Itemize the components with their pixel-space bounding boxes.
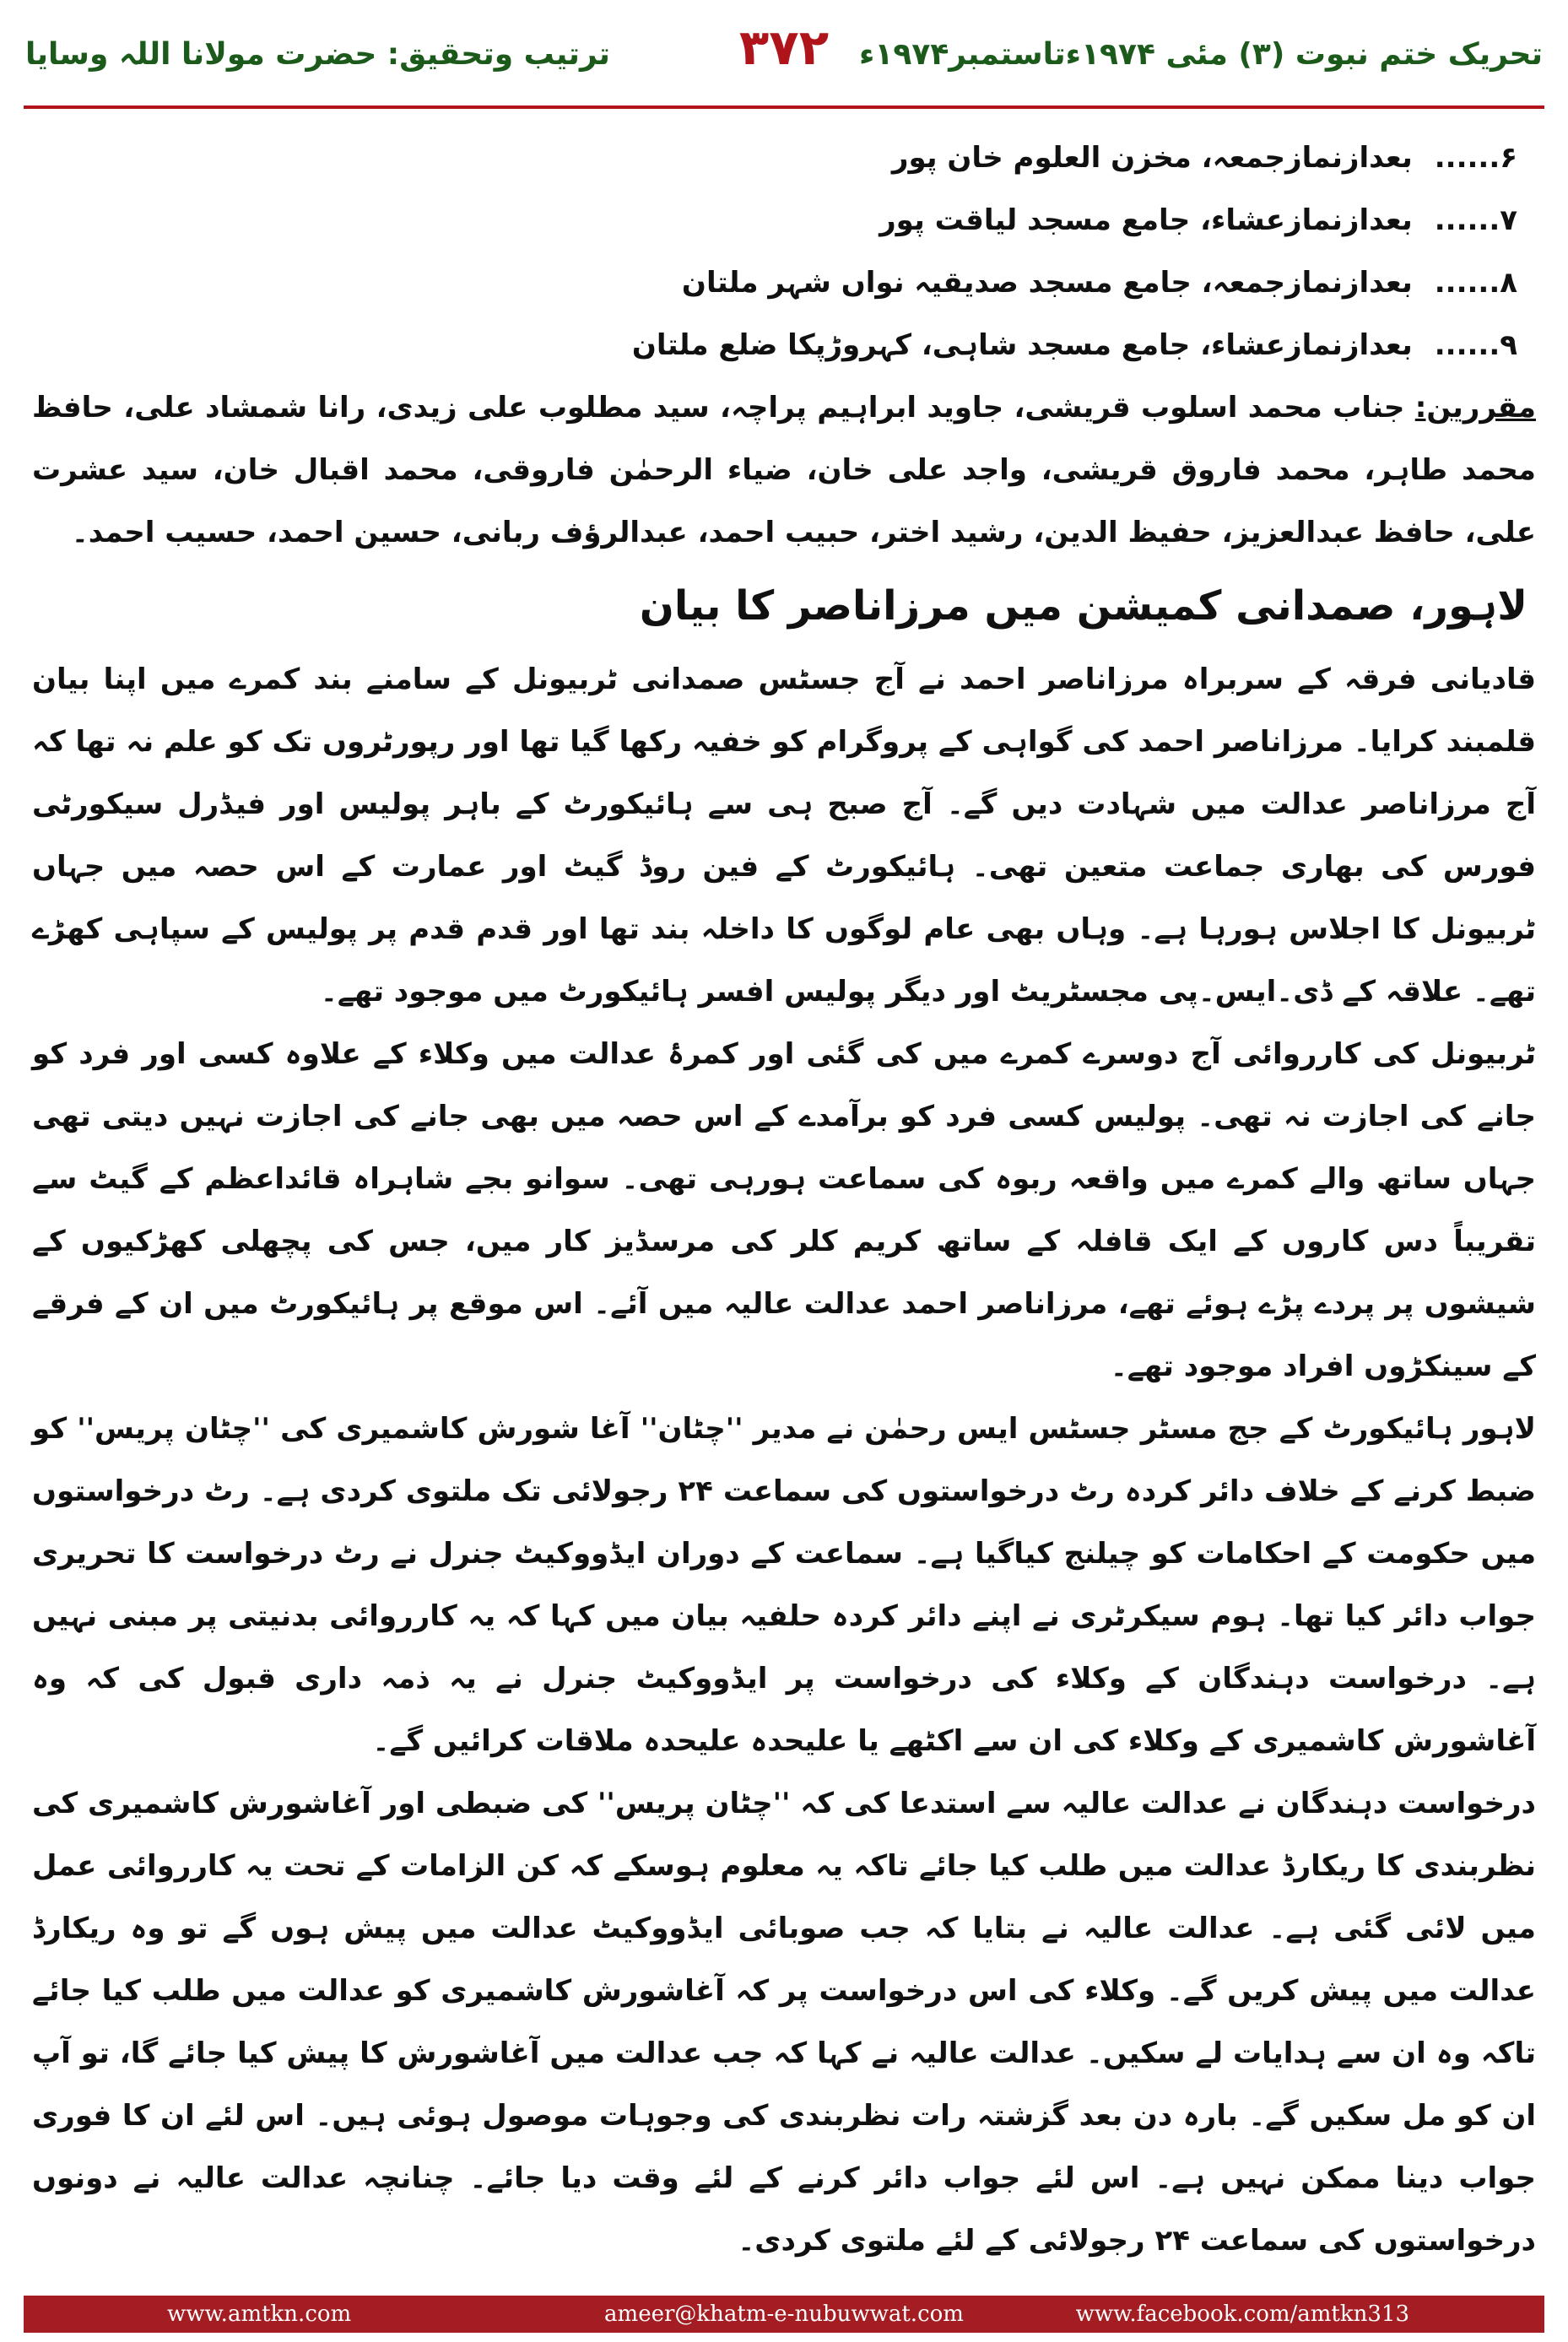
list-item-number: ۶...... <box>1434 141 1517 175</box>
program-list <box>32 127 1536 376</box>
body-paragraph: درخواست دہندگان نے عدالت عالیہ سے استدعا کی کہ ''چٹان پریس'' کی ضبطی اور آغاشورش کاشمیری کی نظربندی کا ریکارڈ عدالت میں طلب کیا جائے تاکہ یہ معلوم ہوسکے کہ کن الزامات کے تحت یہ کارروائی عمل میں لائی گئی ہے۔ عدالت عالیہ نے بتایا کہ جب صوبائی ایڈووکیٹ عدالت میں پیش ہوں گے تو وہ ریکارڈ عدالت میں پیش کریں گے۔ وکلاء کی اس درخواست پر کہ آغاشورش کاشمیری کو عدالت میں طلب کیا جائے تاکہ وہ ان سے ہدایات لے سکیں۔ عدالت عالیہ نے کہا کہ جب عدالت میں آغاشورش کا پیش کیا جائے گا، تو آپ ان کو مل سکیں گے۔ بارہ دن بعد گزشتہ رات نظربندی کی وجوہات موصول ہوئی ہیں۔ اس لئے ان کا فوری جواب دینا ممکن نہیں ہے۔ اس لئے جواب دائر کرنے کے لئے وقت دیا جائے۔ چنانچہ عدالت عالیہ نے دونوں درخواستوں کی سماعت ۲۴ رجولائی کے لئے ملتوی کردی۔ <box>32 1787 1536 2258</box>
body-paragraph: لاہور ہائیکورٹ کے جج مسٹر جسٹس ایس رحمٰن نے مدیر ''چٹان'' آغا شورش کاشمیری کی ''چٹان پریس'' کو ضبط کرنے کے خلاف دائر کردہ رٹ درخواستوں کی سماعت ۲۴ رجولائی تک ملتوی کردی ہے۔ رٹ درخواستوں میں حکومت کے احکامات کو چیلنج کیاگیا ہے۔ سماعت کے دوران ایڈووکیٹ جنرل نے رٹ درخواست کا تحریری جواب دائر کیا تھا۔ ہوم سیکرٹری نے اپنے دائر کردہ حلفیہ بیان میں کہا کہ یہ کارروائی بدنیتی پر مبنی نہیں ہے۔ درخواست دہندگان کے وکلاء کی درخواست پر ایڈووکیٹ جنرل نے یہ ذمہ داری قبول کی کہ وہ آغاشورش کاشمیری کے وکلاء کی ان سے اکٹھے یا علیحدہ علیحدہ ملاقات کرائیں گے۔ <box>32 1412 1536 1758</box>
facebook-link[interactable]: www.facebook.com/amtkn313 <box>1075 2301 1409 2327</box>
speakers-label: مقررین: <box>1414 391 1536 425</box>
page-footer <box>24 2296 1544 2333</box>
body-paragraph: ٹربیونل کی کارروائی آج دوسرے کمرے میں کی گئی اور کمرۂ عدالت میں وکلاء کے علاوہ کسی اور فرد کو جانے کی اجازت نہ تھی۔ پولیس کسی فرد کو برآمدے کے اس حصہ میں بھی جانے کی اجازت نہیں دیتی تھی جہاں ساتھ والے کمرے میں واقعہ ربوہ کی سماعت ہورہی تھی۔ سوانو بجے شاہراہ قائداعظم کے گیٹ سے تقریباً دس کاروں کے ایک قافلہ کے ساتھ کریم کلر کی مرسڈیز کار میں، جس کی پچھلی کھڑکیوں کے شیشوں پر پردے پڑے ہوئے تھے، مرزاناصر احمد عدالت عالیہ میں آئے۔ اس موقع پر ہائیکورٹ میں ان کے فرقے کے سینکڑوں افراد موجود تھے۔ <box>32 1037 1536 1383</box>
list-item-text: بعدازنمازجمعہ، جامع مسجد صدیقیہ نواں شہر ملتان <box>681 266 1413 300</box>
speakers-paragraph <box>32 376 1536 564</box>
list-item-number: ۷...... <box>1434 203 1517 237</box>
list-item <box>32 127 1517 189</box>
website-link[interactable]: www.amtkn.com <box>167 2301 352 2327</box>
list-item <box>32 189 1517 252</box>
speakers-text: جناب محمد اسلوب قریشی، جاوید ابراہیم پراچہ، سید مطلوب علی زیدی، رانا شمشاد علی، حافظ محمد طاہر، محمد فاروق قریشی، واجد علی خان، ضیاء الرحمٰن فاروقی، محمد اقبال خان، سید عشرت علی، حافظ عبدالعزیز، حفیظ الدین، رشید اختر، حبیب احمد، عبدالرؤف ربانی، حسین احمد، حسیب احمد۔ <box>32 391 1536 549</box>
page-header <box>0 0 1568 118</box>
body-paragraph: قادیانی فرقہ کے سربراہ مرزاناصر احمد نے آج جسٹس صمدانی ٹربیونل کے سامنے بند کمرے میں اپنا بیان قلمبند کرایا۔ مرزاناصر احمد کی گواہی کے پروگرام کو خفیہ رکھا گیا تھا اور رپورٹروں تک کو علم نہ تھا کہ آج مرزاناصر عدالت میں شہادت دیں گے۔ آج صبح ہی سے ہائیکورٹ کے باہر پولیس اور فیڈرل سیکورٹی فورس کی بھاری جماعت متعین تھی۔ ہائیکورٹ کے فین روڈ گیٹ اور عمارت کے اس حصہ میں جہاں ٹربیونل کا اجلاس ہورہا ہے۔ وہاں بھی عام لوگوں کا داخلہ بند تھا اور قدم قدم پر پولیس کے سپاہی کھڑے تھے۔ علاقہ کے ڈی۔ایس۔پی مجسٹریٹ اور دیگر پولیس افسر ہائیکورٹ میں موجود تھے۔ <box>32 663 1536 1009</box>
page-number: ۳۷۲ <box>738 19 830 76</box>
page-body <box>32 127 1536 2287</box>
list-item-text: بعدازنمازجمعہ، مخزن العلوم خان پور <box>891 141 1413 175</box>
author-credit: ترتیب وتحقیق: حضرت مولانا اللہ وسایا <box>25 37 610 72</box>
list-item <box>32 252 1517 314</box>
book-title: تحریک ختم نبوت (۳) مئی ۱۹۷۴ءتاستمبر۱۹۷۴ء <box>859 37 1543 72</box>
list-item-number: ۸...... <box>1434 266 1517 300</box>
email-link[interactable]: ameer@khatm-e-nubuwwat.com <box>604 2301 964 2327</box>
section-heading: لاہور، صمدانی کمیشن میں مرزاناصر کا بیان <box>639 582 1527 630</box>
header-divider <box>24 105 1544 109</box>
list-item-number: ۹...... <box>1434 328 1517 362</box>
list-item-text: بعدازنمازعشاء، جامع مسجد لیاقت پور <box>879 203 1413 237</box>
list-item <box>32 314 1517 376</box>
list-item-text: بعدازنمازعشاء، جامع مسجد شاہی، کہروڑپکا ضلع ملتان <box>631 328 1413 362</box>
